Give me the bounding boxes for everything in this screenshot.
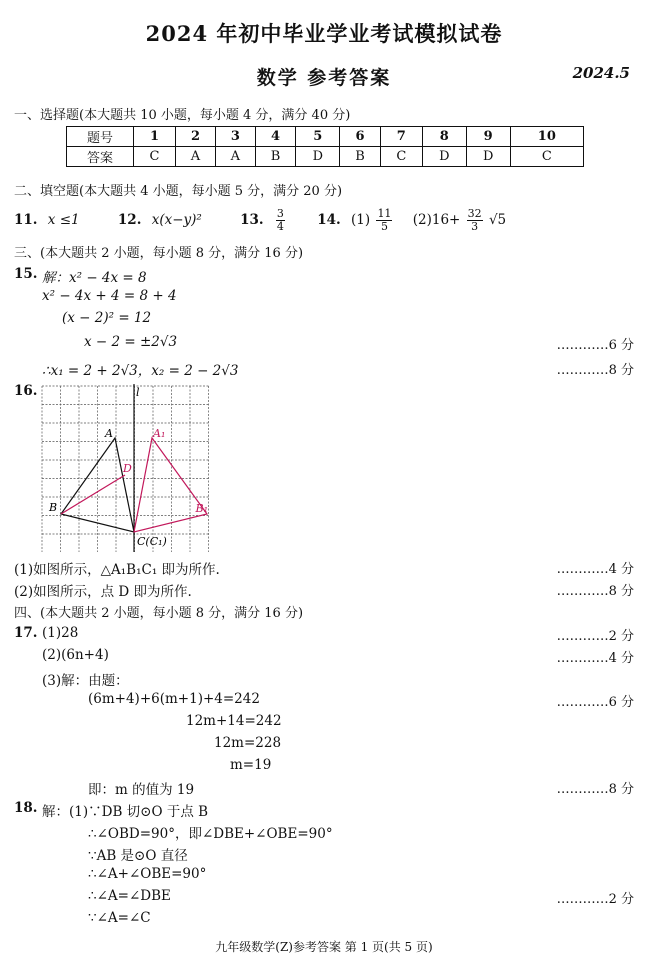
answer-cell: D [466,147,510,167]
q15-line: 解：x² − 4x = 8 [42,270,147,286]
q16-score-4: …………4 分 [556,562,634,577]
q14-tail: √5 [488,212,507,228]
question-cell: 1 [134,127,176,147]
q16-grid-figure [40,384,212,552]
q17-line: 12m=228 [214,735,282,751]
answer-cell: D [422,147,466,167]
q15-score-6: …………6 分 [556,338,634,353]
answer-cell: B [255,147,296,167]
answer-cell: C [380,147,422,167]
q13-number: 13. [240,212,264,228]
q17-line: (6m+4)+6(m+1)+4=242 [88,691,260,707]
page-footer: 九年级数学(Z)参考答案 第 1 页(共 5 页) [215,940,433,954]
table-row-answers [67,147,584,167]
q11-answer: x ≤1 [47,212,80,228]
q17-score-4: …………4 分 [556,651,634,666]
q15-line: x² − 4x + 4 = 8 + 4 [42,288,177,304]
q17-score-6: …………6 分 [556,695,634,710]
q17-line: 即：m 的值为 19 [88,782,195,798]
q13-fraction [276,208,285,233]
label-b: B [49,501,58,514]
triangle-a1b1c1 [134,438,207,532]
q18-line: ∴∠OBD=90°，即∠DBE+∠OBE=90° [88,826,333,842]
question-cell: 10 [510,127,583,147]
answer-cell: B [340,147,381,167]
q18-line: ∴∠A=∠DBE [88,888,171,904]
q18-score-2: …………2 分 [556,892,634,907]
exam-date: 2024.5 [572,64,630,82]
answer-cell: C [134,147,176,167]
q14-part2-label: (2)16+ [412,212,461,228]
q17-score-8: …………8 分 [556,782,634,797]
label-l: l [136,386,140,399]
label-d: D [123,462,132,475]
q14-fraction1 [376,208,392,233]
page-title: 2024 年初中毕业学业考试模拟试卷 [145,21,503,46]
q13-numerator: 3 [276,207,284,220]
question-cell: 3 [215,127,255,147]
q15-number: 15. [14,266,38,282]
question-cell: 6 [340,127,381,147]
q18-number: 18. [14,800,38,816]
q14-f2-denominator: 3 [471,220,479,233]
answer-cell: D [296,147,340,167]
q18-line: 解：(1)∵DB 切⊙O 于点 B [42,804,209,820]
q17-score-2: …………2 分 [556,629,634,644]
q16-score-8: …………8 分 [556,584,634,599]
q17-line: (2)(6n+4) [42,647,109,663]
answer-table [66,126,584,167]
q14-f1-numerator: 11 [377,207,392,220]
section4-heading: 四、(本大题共 2 小题，每小题 8 分，满分 16 分) [14,606,304,621]
q18-line: ∴∠A+∠OBE=90° [88,866,207,882]
q14-f1-denominator: 5 [380,220,388,233]
row-label-question: 题号 [67,127,134,147]
question-cell: 4 [255,127,296,147]
q16-line: (2)如图所示，点 D 即为所作. [14,584,192,600]
section1-heading: 一、选择题(本大题共 10 小题，每小题 4 分，满分 40 分) [14,108,351,123]
label-b1: B₁ [195,502,208,515]
table-row-questions [67,127,584,147]
label-a: A [105,427,113,440]
q15-line: x − 2 = ±2√3 [84,334,178,350]
q12-number: 12. [117,212,142,228]
q17-line: 12m+14=242 [186,713,282,729]
section3-heading: 三、(本大题共 2 小题，每小题 8 分，满分 16 分) [14,246,304,261]
fill-answers-row [14,204,506,236]
segment-bd [61,475,125,514]
q18-line: ∵AB 是⊙O 直径 [88,848,188,864]
q14-part1-label: (1) [351,212,371,228]
q11-number: 11. [14,212,38,228]
q12-answer: x(x−y)² [151,212,202,228]
label-a1: A₁ [153,427,166,440]
q17-line: (1)28 [42,625,79,641]
q16-number: 16. [14,383,38,399]
page-subtitle: 数学 参考答案 [256,67,392,89]
q14-fraction2 [467,208,483,233]
q17-number: 17. [14,625,38,641]
section2-heading: 二、填空题(本大题共 4 小题，每小题 5 分，满分 20 分) [14,184,343,199]
q15-line: (x − 2)² = 12 [62,310,152,326]
answer-cell: C [510,147,583,167]
q17-line: m=19 [230,757,272,773]
question-cell: 5 [296,127,340,147]
q18-line: ∵∠A=∠C [88,910,151,926]
question-cell: 9 [466,127,510,147]
label-c: C(C₁) [137,535,167,548]
q13-denominator: 4 [276,220,284,233]
q17-line: (3)解：由题： [42,673,129,689]
question-cell: 7 [380,127,422,147]
answer-cell: A [215,147,255,167]
q14-number: 14. [317,212,341,228]
q15-line: ∴x₁ = 2 + 2√3，x₂ = 2 − 2√3 [42,363,239,379]
question-cell: 8 [422,127,466,147]
q15-score-8: …………8 分 [556,363,634,378]
q14-f2-numerator: 32 [467,207,482,220]
question-cell: 2 [176,127,216,147]
row-label-answer: 答案 [67,147,134,167]
answer-cell: A [176,147,216,167]
q16-line: (1)如图所示，△A₁B₁C₁ 即为所作. [14,562,220,578]
